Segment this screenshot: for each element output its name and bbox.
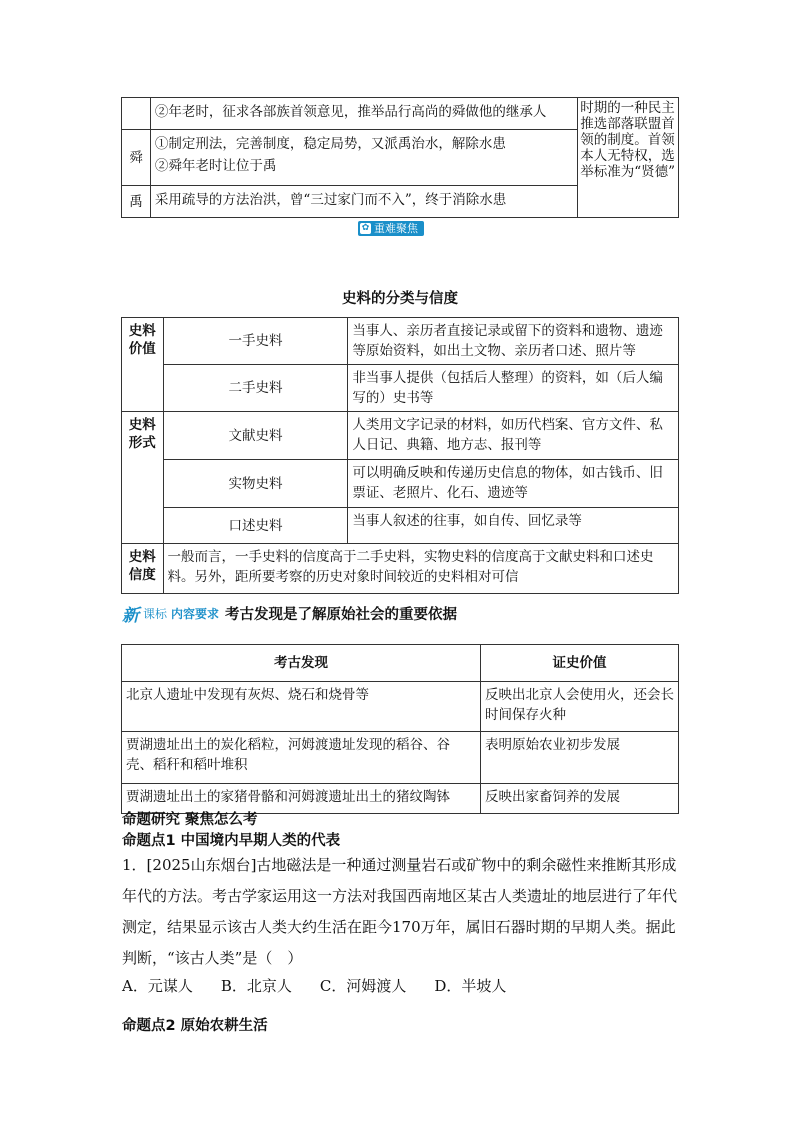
category-cell: 史料信度 bbox=[122, 544, 164, 594]
question-1-options bbox=[122, 975, 506, 996]
category-cell: 史料形式 bbox=[122, 412, 164, 544]
content-requirement-label: 内容要求 bbox=[171, 607, 220, 621]
definition-cell: 人类用文字记录的材料，如历代档案、官方文件、私人日记、典籍、地方志、报刊等 bbox=[348, 412, 679, 460]
find-cell: 贾湖遗址出土的炭化稻粒，河姆渡遗址发现的稻谷、谷壳、稻秆和稻叶堆积 bbox=[122, 732, 481, 784]
category-cell: 史料价值 bbox=[122, 318, 164, 412]
point2-heading: 命题点2 原始农耕生活 bbox=[122, 1018, 268, 1034]
option-d[interactable]: D．半坡人 bbox=[434, 977, 507, 995]
value-cell: 反映出家畜饲养的发展 bbox=[481, 784, 679, 814]
focus-badge bbox=[358, 221, 424, 236]
sub-type-cell: 二手史料 bbox=[163, 365, 348, 412]
definition-cell: 非当事人提供（包括后人整理）的资料，如（后人编写的）史书等 bbox=[348, 365, 679, 412]
column-header: 考古发现 bbox=[122, 645, 481, 682]
sources-table-title: 史料的分类与信度 bbox=[342, 291, 458, 307]
find-cell: 贾湖遗址出土的家猪骨骼和河姆渡遗址出土的猪纹陶钵 bbox=[122, 784, 481, 814]
option-c[interactable]: C．河姆渡人 bbox=[319, 977, 407, 995]
archaeology-table bbox=[121, 644, 679, 814]
table-cell-note: 时期的一种民主推选部落联盟首领的制度。首领本人无特权，选举标准为“贤德” bbox=[578, 98, 679, 218]
requirement-text: 考古发现是了解原始社会的重要依据 bbox=[225, 607, 458, 623]
table-cell-name bbox=[122, 98, 151, 130]
reliability-cell: 一般而言，一手史料的信度高于二手史料，实物史料的信度高于文献史料和口述史料。另外，距所要考察的历史对象时间较近的史料相对可信 bbox=[163, 544, 678, 594]
sub-type-cell: 一手史料 bbox=[163, 318, 348, 365]
table-cell-desc: ②年老时，征求各部族首领意见，推举品行高尚的舜做他的继承人 bbox=[150, 98, 577, 130]
research-heading: 命题研究 聚焦怎么考 bbox=[122, 812, 258, 828]
star-icon: ✿ bbox=[361, 223, 370, 233]
desc-line: ①制定刑法，完善制度，稳定局势，又派禹治水，解除水患 bbox=[154, 136, 506, 152]
value-cell: 反映出北京人会使用火，还会长时间保存火种 bbox=[481, 682, 679, 732]
definition-cell: 可以明确反映和传递历史信息的物体，如古钱币、旧票证、老照片、化石、遗迹等 bbox=[348, 460, 679, 508]
value-cell: 表明原始农业初步发展 bbox=[481, 732, 679, 784]
option-a[interactable]: A．元谋人 bbox=[122, 977, 193, 995]
sub-type-cell: 文献史料 bbox=[163, 412, 348, 460]
curriculum-label: 课标 bbox=[143, 607, 168, 621]
option-b[interactable]: B．北京人 bbox=[220, 977, 292, 995]
new-mark: 新 bbox=[122, 606, 139, 626]
sub-type-cell: 实物史料 bbox=[163, 460, 348, 508]
sources-table bbox=[121, 317, 679, 594]
question-1: 1．[2025山东烟台]古地磁法是一种通过测量岩石或矿物中的剩余磁性来推断其形成年代的方法。考古学家运用这一方法对我国西南地区某古人类遗址的地层进行了年代测定，结果显示该古人类大约生活在距今170万年，属旧石器时期的早期人类。据此判断，“该古人类”是（ ） bbox=[122, 856, 678, 967]
column-header: 证史价值 bbox=[481, 645, 679, 682]
point1-heading: 命题点1 中国境内早期人类的代表 bbox=[122, 833, 341, 849]
focus-badge-label: 重难聚焦 bbox=[374, 222, 418, 235]
table-cell-desc bbox=[150, 130, 577, 186]
definition-cell: 当事人叙述的往事，如自传、回忆录等 bbox=[348, 508, 679, 544]
table-cell-name: 禹 bbox=[122, 186, 151, 218]
table-cell-desc: 采用疏导的方法治洪，曾“三过家门而不入”，终于消除水患 bbox=[150, 186, 577, 218]
find-cell: 北京人遗址中发现有灰烬、烧石和烧骨等 bbox=[122, 682, 481, 732]
desc-line: ②舜年老时让位于禹 bbox=[154, 158, 277, 174]
reform-table bbox=[121, 97, 679, 218]
curriculum-standard bbox=[122, 601, 457, 626]
sub-type-cell: 口述史料 bbox=[163, 508, 348, 544]
table-cell-name: 舜 bbox=[122, 130, 151, 186]
definition-cell: 当事人、亲历者直接记录或留下的资料和遗物、遗迹等原始资料，如出土文物、亲历者口述、照片等 bbox=[348, 318, 679, 365]
